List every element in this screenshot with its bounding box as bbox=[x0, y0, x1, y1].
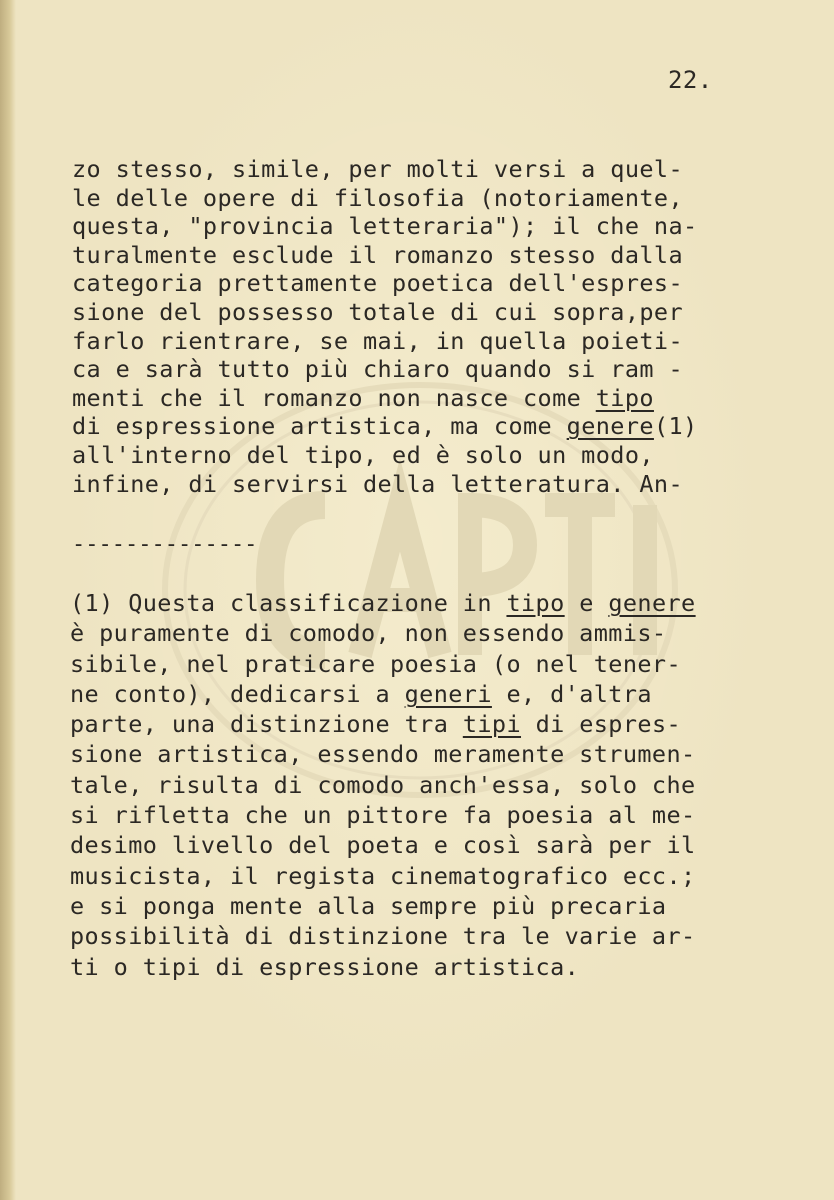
text-line bbox=[72, 470, 698, 499]
footnote-line bbox=[70, 861, 696, 891]
text-run: ti o tipi di espressione artistica. bbox=[70, 952, 580, 981]
text-run: menti che il romanzo non nasce come bbox=[72, 383, 596, 412]
underlined-word: tipo bbox=[595, 383, 654, 412]
text-line bbox=[72, 184, 698, 213]
text-run: tale, risulta di comodo anch'essa, solo che bbox=[70, 770, 696, 799]
page-number: 22. bbox=[668, 66, 713, 94]
main-text-block bbox=[72, 155, 698, 498]
text-run: desimo livello del poeta e così sarà per il bbox=[70, 831, 696, 860]
text-run: farlo rientrare, se mai, in quella poieti- bbox=[72, 326, 684, 355]
text-run: di espres- bbox=[521, 710, 682, 739]
text-run: zo stesso, simile, per molti versi a quel- bbox=[72, 155, 684, 183]
text-run: parte, una distinzione tra bbox=[70, 710, 463, 739]
text-run: musicista, il regista cinematografico ecc.; bbox=[70, 861, 696, 890]
text-run: questa, "provincia letteraria"); il che na- bbox=[72, 212, 698, 241]
text-run: all'interno del tipo, ed è solo un modo, bbox=[72, 440, 654, 469]
underlined-word: genere bbox=[608, 589, 696, 617]
text-run: possibilità di distinzione tra le varie ar- bbox=[70, 922, 696, 951]
text-run: e bbox=[564, 589, 609, 617]
footnote-line bbox=[70, 891, 696, 921]
text-run: e, d'altra bbox=[491, 679, 652, 708]
text-run: categoria prettamente poetica dell'espres- bbox=[72, 269, 684, 298]
footnote-separator: -------------- bbox=[72, 532, 258, 557]
underlined-word: tipi bbox=[462, 710, 522, 739]
text-run: le delle opere di filosofia (notoriamente, bbox=[72, 183, 684, 212]
footnote-line bbox=[70, 800, 696, 830]
page-left-edge bbox=[0, 0, 16, 1200]
footnote-line bbox=[70, 679, 696, 709]
footnote-line bbox=[70, 709, 696, 739]
footnote-block bbox=[70, 588, 696, 982]
underlined-word: generi bbox=[404, 679, 492, 708]
text-line bbox=[72, 441, 698, 470]
text-run: di espressione artistica, ma come bbox=[72, 412, 567, 441]
text-line bbox=[72, 355, 698, 384]
text-line bbox=[72, 384, 698, 413]
footnote-line bbox=[70, 952, 696, 982]
text-line bbox=[72, 298, 698, 327]
text-run: (1) bbox=[653, 412, 698, 441]
text-run: sione del possesso totale di cui sopra,per bbox=[72, 297, 684, 326]
footnote-line bbox=[70, 618, 696, 648]
text-line bbox=[72, 327, 698, 356]
underlined-word: genere bbox=[566, 412, 654, 441]
text-run: sibile, nel praticare poesia (o nel tener- bbox=[70, 649, 682, 678]
text-run: sione artistica, essendo meramente strumen- bbox=[70, 740, 696, 769]
text-line bbox=[72, 155, 698, 184]
footnote-line bbox=[70, 770, 696, 800]
text-line bbox=[72, 412, 698, 441]
text-line bbox=[72, 269, 698, 298]
underlined-word: tipo bbox=[506, 589, 565, 617]
footnote-line bbox=[70, 588, 696, 618]
text-run: turalmente esclude il romanzo stesso dalla bbox=[72, 240, 684, 269]
footnote-line bbox=[70, 921, 696, 951]
text-run: e si ponga mente alla sempre più precaria bbox=[70, 891, 667, 920]
text-line bbox=[72, 241, 698, 270]
text-run: ne conto), dedicarsi a bbox=[70, 679, 405, 708]
text-run: è puramente di comodo, non essendo ammis- bbox=[70, 619, 667, 648]
text-line bbox=[72, 212, 698, 241]
footnote-line bbox=[70, 739, 696, 769]
text-run: infine, di servirsi della letteratura. An- bbox=[72, 469, 684, 498]
text-run: ca e sarà tutto più chiaro quando si ram - bbox=[72, 355, 684, 384]
footnote-line bbox=[70, 649, 696, 679]
text-run: si rifletta che un pittore fa poesia al me- bbox=[70, 801, 696, 830]
footnote-line bbox=[70, 830, 696, 860]
text-run: (1) Questa classificazione in bbox=[70, 589, 507, 617]
